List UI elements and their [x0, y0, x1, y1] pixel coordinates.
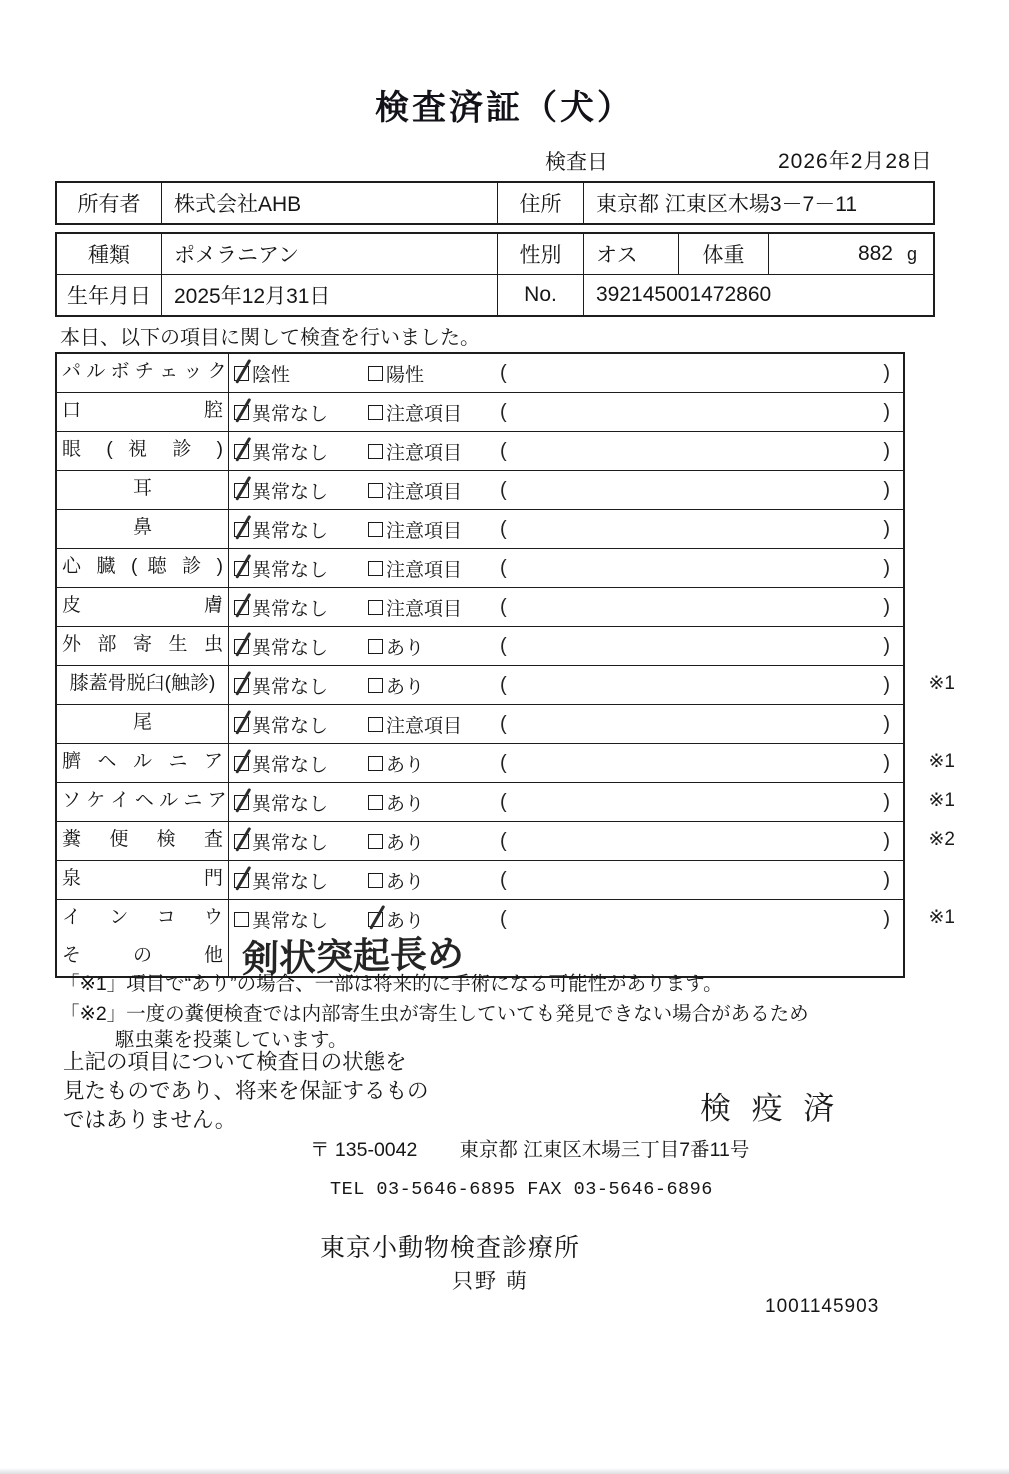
disclaimer-line-3: ではありません。	[63, 1108, 237, 1132]
option1	[234, 516, 368, 543]
remarks-field	[500, 791, 903, 814]
option1-label: 異常なし	[252, 676, 329, 698]
clinic-tel-fax: TEL 03-5646-6895 FAX 03-5646-6896	[330, 1179, 713, 1200]
owner-table	[55, 181, 935, 225]
checklist-row	[57, 587, 903, 626]
checklist-row	[57, 860, 903, 899]
option1	[234, 594, 368, 621]
item-label: 膝蓋骨脱臼(触診)	[57, 666, 229, 704]
paren-close: )	[883, 907, 890, 930]
paren-close: )	[883, 517, 890, 540]
option1-label: 異常なし	[252, 559, 329, 581]
clinic-address: 東京都 江東区木場三丁目7番11号	[459, 1139, 750, 1161]
item-label: ソ ケ イ ヘ ル ニ ア	[57, 783, 229, 821]
checkbox-option2	[368, 405, 383, 420]
paren-open: (	[500, 634, 507, 657]
checkbox-option2	[368, 444, 383, 459]
option2	[368, 594, 500, 621]
checkbox-option2	[368, 483, 383, 498]
option1	[234, 672, 368, 699]
pet-info-table	[55, 232, 935, 317]
paren-open: (	[500, 439, 507, 462]
owner-row	[57, 183, 933, 223]
option2-label: あり	[386, 637, 425, 659]
checkbox-option1	[234, 483, 249, 498]
checkbox-option2	[368, 756, 383, 771]
item-label: 耳	[57, 471, 229, 509]
item-label: 尾	[57, 705, 229, 743]
paren-open: (	[500, 868, 507, 891]
option2-label: 注意項目	[386, 403, 463, 425]
paren-open: (	[500, 751, 507, 774]
paren-close: )	[883, 868, 890, 891]
item-label: 糞 便 検 査	[57, 822, 229, 860]
checklist-row	[57, 743, 955, 782]
row-content	[229, 861, 903, 899]
checklist-row	[57, 470, 903, 509]
sex-value: オス	[583, 234, 678, 274]
remarks-field	[500, 908, 903, 931]
option1-label: 異常なし	[252, 754, 329, 776]
row-content	[229, 588, 903, 626]
option2	[368, 672, 500, 699]
paren-open: (	[500, 907, 507, 930]
item-label: 口 腔	[57, 393, 229, 431]
checkbox-option2	[368, 873, 383, 888]
option2-label: あり	[386, 754, 425, 776]
footnote-mark: ※1	[928, 673, 955, 694]
checklist-row	[57, 782, 955, 821]
option2-label: 注意項目	[386, 559, 463, 581]
checklist-row	[57, 665, 955, 704]
address-label: 住所	[497, 183, 583, 223]
checklist-row	[57, 821, 955, 860]
option2	[368, 516, 500, 543]
quarantine-stamp: 検 疫 済	[700, 1091, 841, 1126]
row-content	[229, 354, 903, 392]
option1	[234, 867, 368, 894]
weight-value: 882	[857, 242, 893, 265]
item-label: 臍 ヘ ル ニ ア	[57, 744, 229, 782]
option2	[368, 438, 500, 465]
paren-open: (	[500, 400, 507, 423]
paren-open: (	[500, 712, 507, 735]
item-label: 外 部 寄 生 虫	[57, 627, 229, 665]
option1-label: 異常なし	[252, 910, 329, 932]
disclaimer-line-1: 上記の項目について検査日の状態を	[63, 1050, 407, 1074]
paren-close: )	[883, 556, 890, 579]
document-title: 検査済証（犬）	[375, 89, 634, 127]
option2	[368, 828, 500, 855]
footnote-1: 「※1」項目で“あり”の場合、一部は将来的に手術になる可能性があります。	[60, 973, 723, 995]
serial-number: 1001145903	[765, 1296, 880, 1317]
checkbox-option1	[234, 405, 249, 420]
option2-label: 注意項目	[386, 520, 463, 542]
owner-value: 株式会社AHB	[161, 183, 497, 223]
paren-open: (	[500, 517, 507, 540]
option2-label: あり	[386, 676, 425, 698]
option1	[234, 633, 368, 660]
no-label: No.	[497, 275, 583, 315]
option2-label: あり	[386, 832, 425, 854]
inspection-date-label: 検査日	[545, 151, 608, 174]
option1	[234, 555, 368, 582]
sex-label: 性別	[497, 234, 583, 274]
option1-label: 陰性	[252, 364, 291, 386]
breed-value: ポメラニアン	[161, 234, 497, 274]
checklist-row	[57, 392, 903, 431]
option1-label: 異常なし	[252, 793, 329, 815]
option2	[368, 477, 500, 504]
checkbox-option1	[234, 717, 249, 732]
paren-close: )	[883, 439, 890, 462]
checkbox-option1	[234, 873, 249, 888]
item-label: 眼 ( 視 診 )	[57, 432, 229, 470]
paren-close: )	[883, 829, 890, 852]
checkbox-option1	[234, 444, 249, 459]
weight-label: 体重	[678, 234, 768, 274]
option1-label: 異常なし	[252, 481, 329, 503]
checkbox-option1	[234, 678, 249, 693]
item-label: イ ン コ ウ	[57, 900, 229, 938]
option1-label: 異常なし	[252, 871, 329, 893]
option2-label: 注意項目	[386, 598, 463, 620]
checkbox-option2	[368, 639, 383, 654]
checkbox-option2	[368, 366, 383, 381]
checklist-row	[57, 548, 903, 587]
option1	[234, 399, 368, 426]
row-content	[229, 783, 903, 821]
weight-unit: g	[906, 243, 917, 264]
owner-label: 所有者	[77, 193, 141, 216]
option1-label: 異常なし	[252, 403, 329, 425]
checkbox-option1	[234, 561, 249, 576]
option2	[368, 789, 500, 816]
checkbox-option1	[234, 834, 249, 849]
checkbox-option1	[234, 795, 249, 810]
item-label: 心 臓 ( 聴 診 )	[57, 549, 229, 587]
option1	[234, 750, 368, 777]
row-content	[229, 822, 903, 860]
paren-close: )	[883, 634, 890, 657]
option1	[234, 828, 368, 855]
option2	[368, 633, 500, 660]
breed-row	[57, 234, 933, 274]
postal-code: 〒 135-0042	[310, 1139, 418, 1161]
row-content	[229, 627, 903, 665]
option2	[368, 399, 500, 426]
checkbox-option1	[234, 366, 249, 381]
birthdate-label: 生年月日	[67, 285, 151, 308]
option1-label: 異常なし	[252, 637, 329, 659]
item-label-other: そ の 他	[57, 938, 229, 976]
option1-label: 異常なし	[252, 520, 329, 542]
remarks-field	[500, 752, 903, 775]
remarks-field	[500, 479, 903, 502]
remarks-field	[500, 362, 903, 385]
option1-label: 異常なし	[252, 715, 329, 737]
clinic-name: 東京小動物検査診療所	[320, 1234, 581, 1262]
remarks-field	[500, 713, 903, 736]
checklist-table	[55, 352, 955, 980]
option2	[368, 750, 500, 777]
checkbox-option2	[368, 522, 383, 537]
row-content	[229, 393, 903, 431]
checkbox-option1	[234, 522, 249, 537]
option1	[234, 477, 368, 504]
row-content	[229, 510, 903, 548]
checkbox-option2	[368, 600, 383, 615]
option2-label: 陽性	[386, 364, 425, 386]
paren-open: (	[500, 673, 507, 696]
paren-close: )	[883, 595, 890, 618]
paren-close: )	[883, 478, 890, 501]
remarks-field	[500, 635, 903, 658]
checkbox-option2	[368, 678, 383, 693]
remarks-field	[500, 674, 903, 697]
remarks-field	[500, 557, 903, 580]
remarks-field	[500, 596, 903, 619]
paren-open: (	[500, 595, 507, 618]
checklist-row	[57, 509, 903, 548]
inspection-date-value: 2026年2月28日	[778, 150, 933, 173]
item-label: 鼻	[57, 510, 229, 548]
option1	[234, 438, 368, 465]
veterinarian-name: 只野 萌	[452, 1270, 529, 1293]
remarks-field	[500, 518, 903, 541]
paren-open: (	[500, 790, 507, 813]
option1	[234, 789, 368, 816]
checkbox-option1	[234, 912, 249, 927]
footnote-mark: ※1	[928, 907, 955, 928]
remarks-field	[500, 869, 903, 892]
row-content	[229, 666, 903, 704]
option2-label: 注意項目	[386, 481, 463, 503]
remarks-field	[500, 401, 903, 424]
row-content	[229, 432, 903, 470]
row-content	[229, 705, 903, 743]
option2-label: 注意項目	[386, 442, 463, 464]
paren-open: (	[500, 829, 507, 852]
option2	[368, 360, 500, 387]
paren-close: )	[883, 751, 890, 774]
remarks-field	[500, 440, 903, 463]
option1-label: 異常なし	[252, 832, 329, 854]
breed-label: 種類	[88, 244, 130, 267]
item-label: パ ル ボ チ ェ ッ ク	[57, 354, 229, 392]
no-value: 392145001472860	[583, 275, 933, 315]
footnote-mark: ※1	[928, 751, 955, 772]
footnote-mark: ※2	[928, 829, 955, 850]
disclaimer-line-2: 見たものであり、将来を保証するもの	[63, 1079, 429, 1103]
paren-open: (	[500, 478, 507, 501]
checkbox-option2	[368, 795, 383, 810]
option2-label: あり	[386, 910, 425, 932]
item-label: 皮 膚	[57, 588, 229, 626]
birth-row	[57, 274, 933, 315]
checklist-row	[57, 354, 903, 392]
option1-label: 異常なし	[252, 598, 329, 620]
footnote-mark: ※1	[928, 790, 955, 811]
option2-label: 注意項目	[386, 715, 463, 737]
checkbox-option1	[234, 600, 249, 615]
address-value: 東京都 江東区木場3－7－11	[583, 183, 933, 223]
scan-edge-shadow	[0, 1468, 1009, 1474]
intro-text: 本日、以下の項目に関して検査を行いました。	[60, 327, 480, 349]
checklist-row	[57, 431, 903, 470]
checkbox-option2	[368, 834, 383, 849]
option2-label: あり	[386, 793, 425, 815]
row-content	[229, 471, 903, 509]
option1-label: 異常なし	[252, 442, 329, 464]
checkbox-option2	[368, 717, 383, 732]
birthdate-value: 2025年12月31日	[161, 275, 497, 315]
row-content	[229, 744, 903, 782]
checklist-row	[57, 899, 955, 938]
checkbox-option1	[234, 639, 249, 654]
footnote-2: 「※2」一度の糞便検査では内部寄生虫が寄生していても発見できない場合があるため	[60, 1003, 809, 1025]
paren-close: )	[883, 790, 890, 813]
checklist-rows	[57, 354, 955, 938]
footnote-2-continued: 駆虫薬を投薬しています。	[115, 1029, 348, 1051]
paren-close: )	[883, 712, 890, 735]
paren-close: )	[883, 400, 890, 423]
weight-value-cell	[768, 234, 933, 274]
handwritten-note: 剣状突起長め	[241, 933, 465, 980]
clinic-address-line	[310, 1134, 749, 1162]
disclaimer-text	[63, 1048, 429, 1135]
option2	[368, 867, 500, 894]
paren-close: )	[883, 673, 890, 696]
row-content	[229, 549, 903, 587]
checkbox-option2	[368, 561, 383, 576]
paren-open: (	[500, 556, 507, 579]
paren-open: (	[500, 361, 507, 384]
remarks-field	[500, 830, 903, 853]
option2-label: あり	[386, 871, 425, 893]
option2	[368, 555, 500, 582]
paren-close: )	[883, 361, 890, 384]
item-label: 泉 門	[57, 861, 229, 899]
option1	[234, 360, 368, 387]
checkbox-option1	[234, 756, 249, 771]
checklist-row	[57, 704, 903, 743]
option2	[368, 711, 500, 738]
checklist-row	[57, 626, 903, 665]
option1	[234, 711, 368, 738]
